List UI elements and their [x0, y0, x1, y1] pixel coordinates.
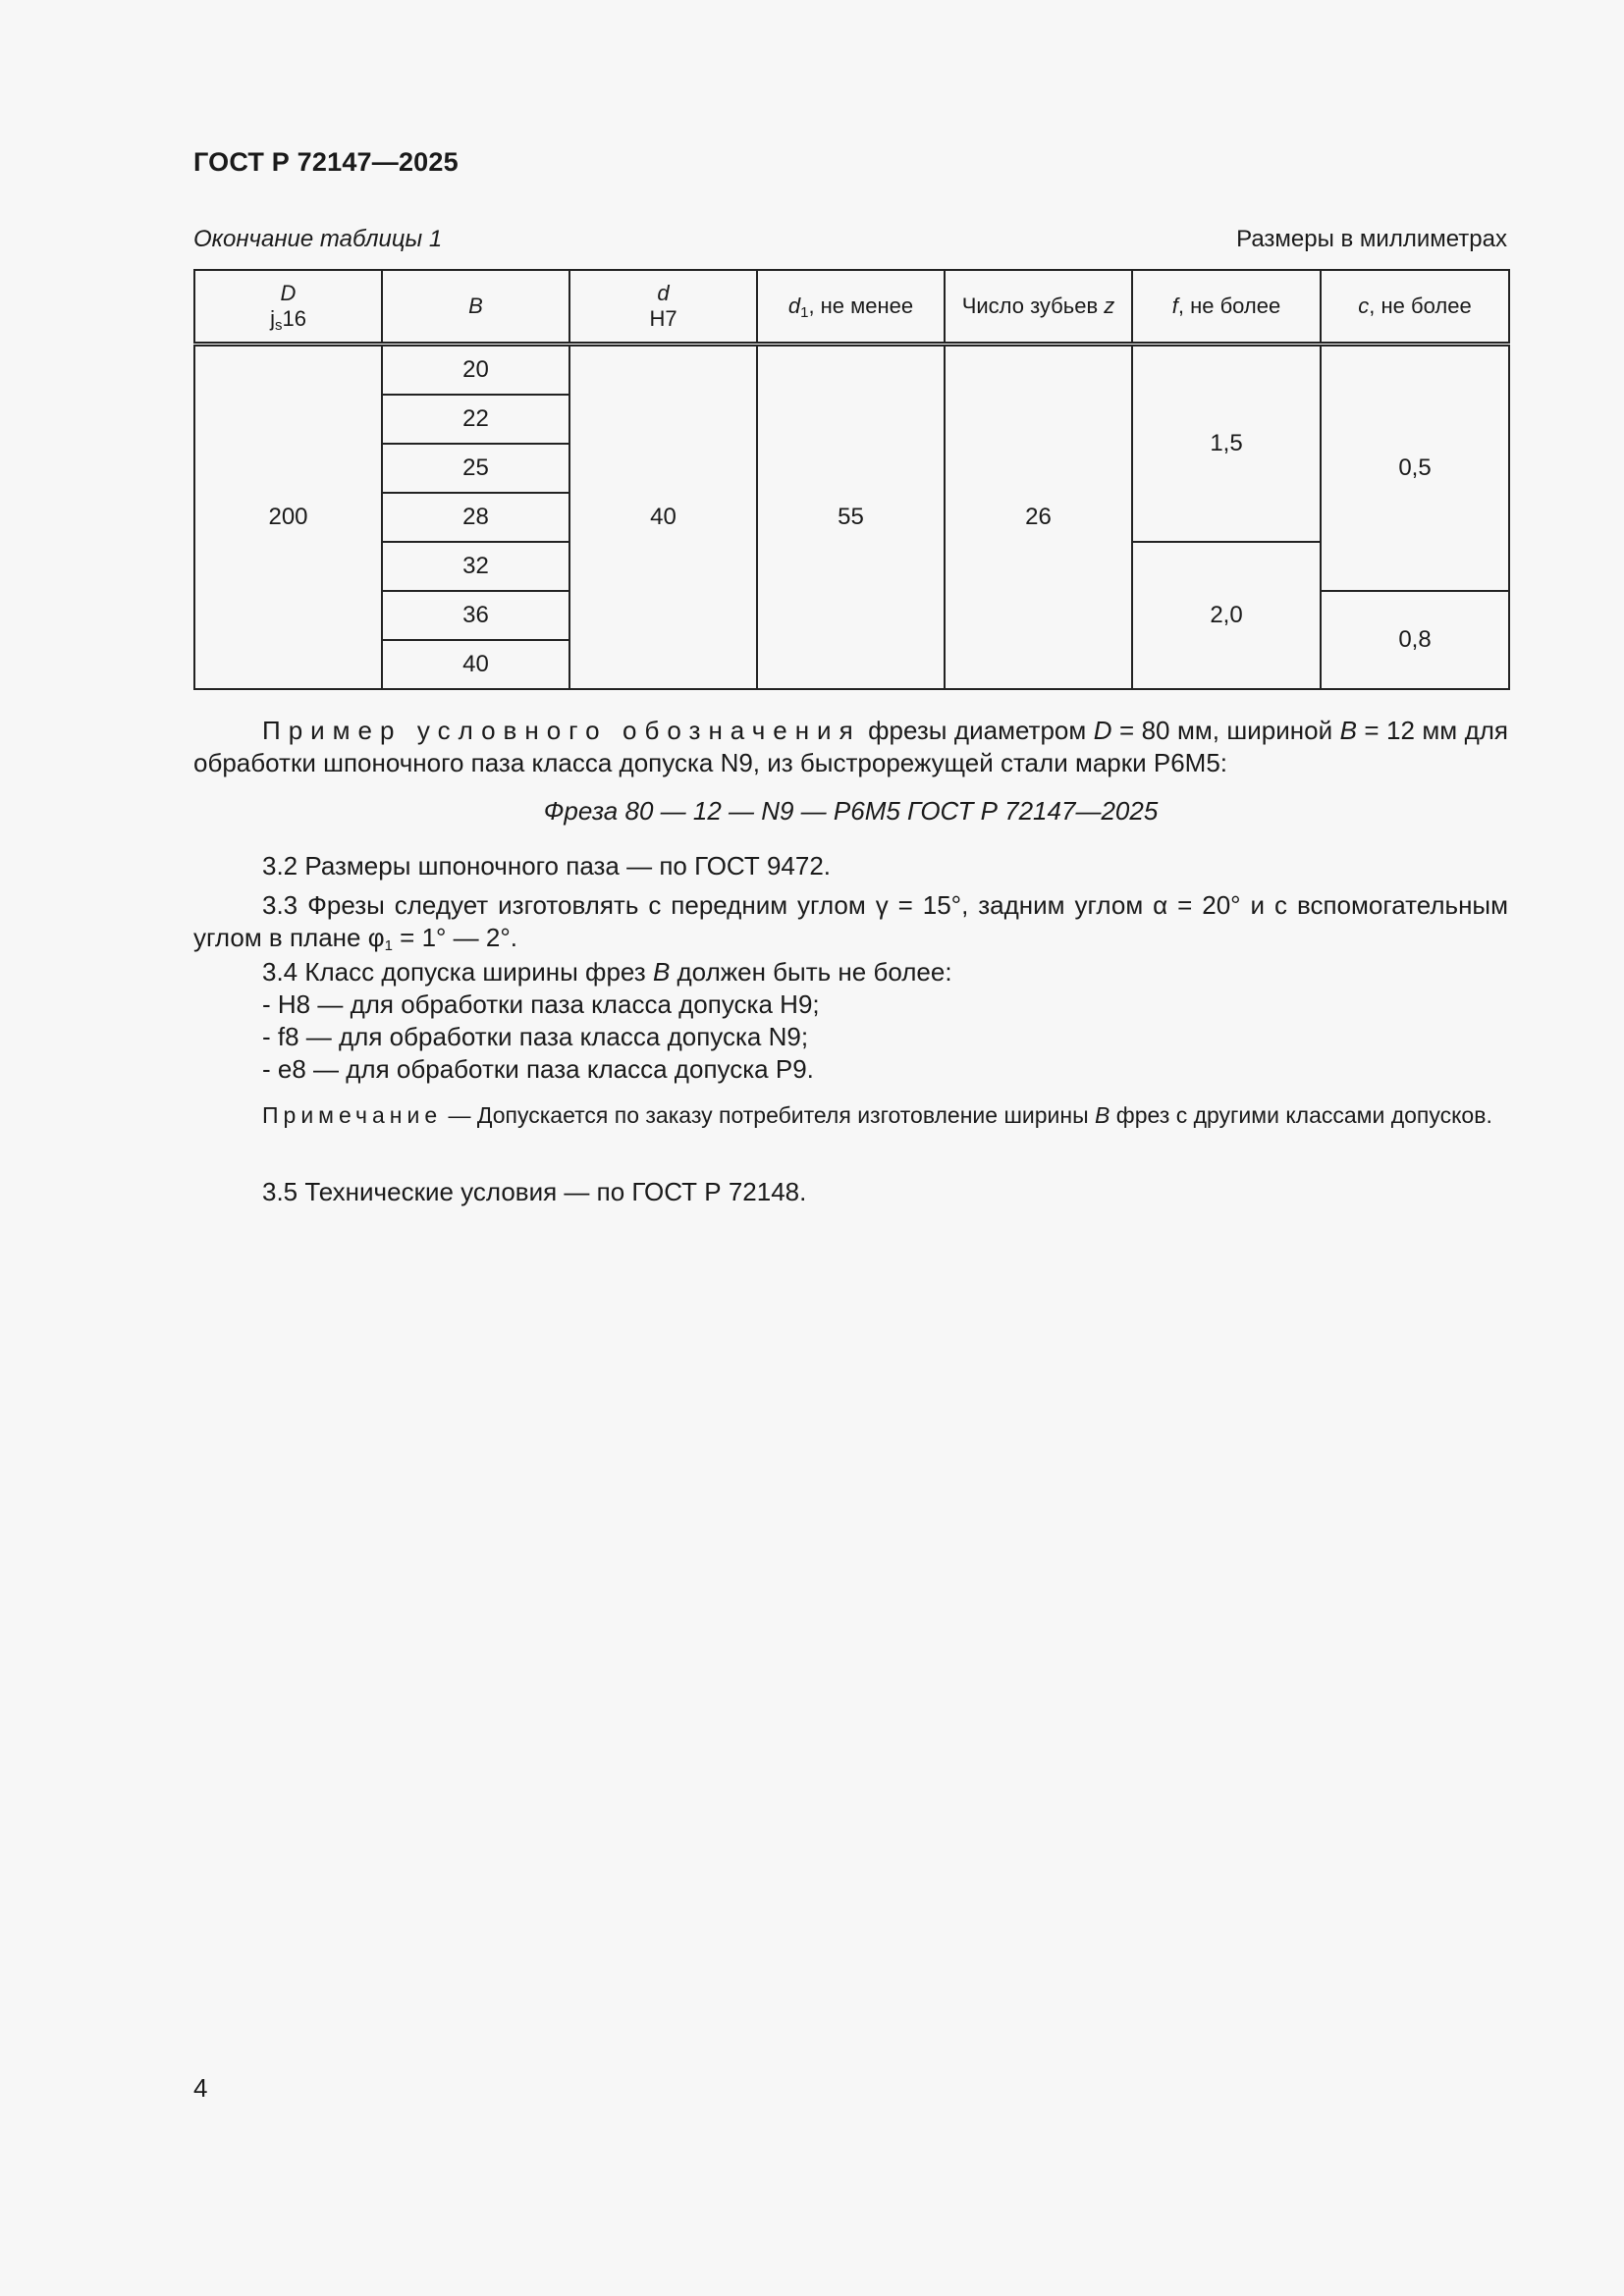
note-paragraph: Примечание — Допускается по заказу потребителя изготовление ширины B фрез с другими классами допусков. [262, 1102, 1492, 1128]
cell-c: 0,5 [1321, 345, 1509, 592]
cell-B: 36 [382, 591, 569, 640]
table-header-row [194, 270, 1509, 345]
cell-d1: 55 [757, 345, 945, 690]
header-z: Число зубьев z [945, 270, 1132, 345]
cell-f: 1,5 [1132, 345, 1321, 543]
clause-3-4: 3.4 Класс допуска ширины фрез B должен быть не более: [262, 957, 952, 987]
cell-d: 40 [569, 345, 757, 690]
list-item: - f8 — для обработки паза класса допуска N9; [262, 1022, 809, 1051]
clause-3-2: 3.2 Размеры шпоночного паза — по ГОСТ 9472. [262, 851, 832, 881]
document-header: ГОСТ Р 72147—2025 [193, 147, 459, 177]
cell-f: 2,0 [1132, 542, 1321, 689]
cell-B: 28 [382, 493, 569, 542]
header-d1: $d_1$, не менее [757, 270, 945, 345]
header-D: D $j_s16$ [194, 270, 382, 345]
table-caption: Окончание таблицы 1 [193, 226, 443, 252]
list-item: - H8 — для обработки паза класса допуска H9; [262, 989, 820, 1019]
table-row [194, 345, 1509, 396]
header-B: B [382, 270, 569, 345]
cell-B: 25 [382, 444, 569, 493]
clause-3-5: 3.5 Технические условия — по ГОСТ Р 72148. [262, 1177, 807, 1206]
designation-example-paragraph: Пример условного обозначения фрезы диаметром D = 80 мм, шириной B = 12 мм для обработки шпоночного паза класса допуска N9, из быстрорежущей стали марки Р6М5: [193, 716, 1508, 777]
cell-B: 20 [382, 345, 569, 396]
cell-z: 26 [945, 345, 1132, 690]
cell-B: 40 [382, 640, 569, 689]
header-c: c, не более [1321, 270, 1509, 345]
header-f: f, не более [1132, 270, 1321, 345]
designation-formula: Фреза 80 — 12 — N9 — Р6М5 ГОСТ Р 72147—2025 [543, 796, 1159, 826]
clause-3-3: 3.3 Фрезы следует изготовлять с передним углом γ = 15°, задним углом α = 20° и с вспомогательным углом в плане $\varphi_1 = 1^\circ$ — 2°. [193, 890, 1508, 954]
table-units: Размеры в миллиметрах [1236, 226, 1507, 252]
dimensions-table [193, 269, 1510, 690]
cell-c: 0,8 [1321, 591, 1509, 689]
cell-B: 22 [382, 395, 569, 444]
cell-B: 32 [382, 542, 569, 591]
page-number: 4 [193, 2073, 208, 2103]
list-item: - e8 — для обработки паза класса допуска P9. [262, 1054, 814, 1084]
header-d: d H7 [569, 270, 757, 345]
cell-D: 200 [194, 345, 382, 690]
